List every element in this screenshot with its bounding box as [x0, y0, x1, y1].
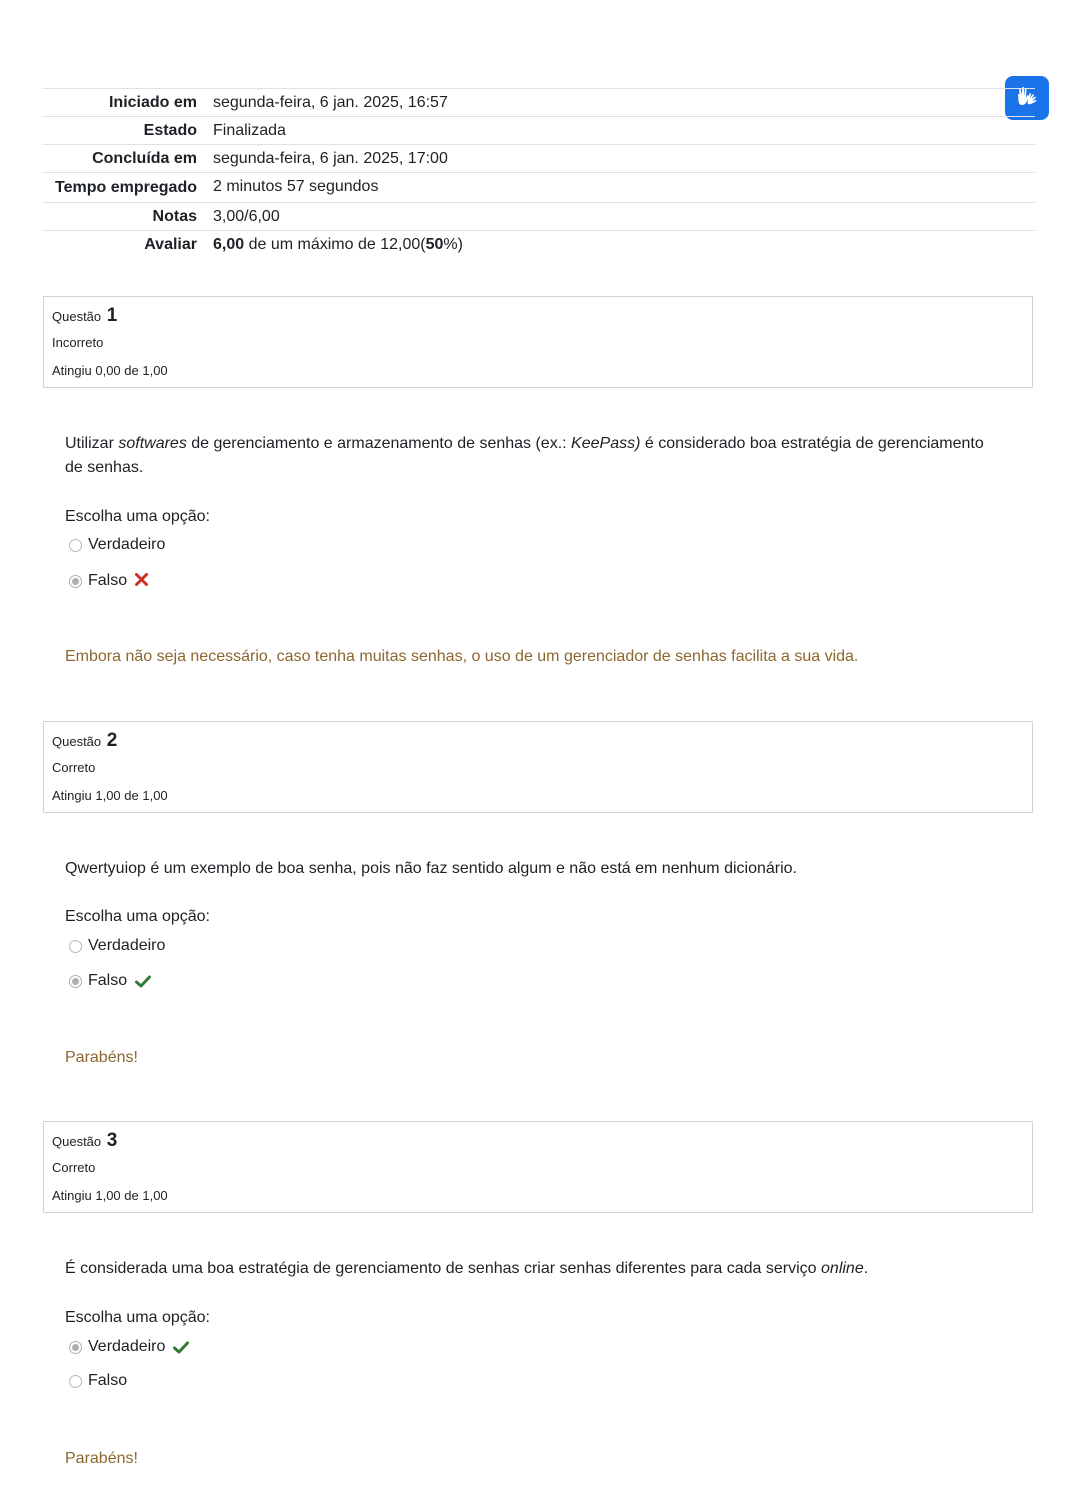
text-part-italic: softwares	[118, 435, 187, 452]
option-label: Falso	[88, 972, 128, 989]
summary-label: Iniciado em	[108, 94, 197, 111]
summary-label: Concluída em	[92, 150, 197, 167]
question-text-2	[65, 857, 995, 881]
text-part-italic: KeePass)	[571, 435, 641, 452]
option-label: Falso	[88, 1372, 128, 1389]
summary-label: Estado	[143, 122, 197, 139]
question-grade: Atingiu 1,00 de 1,00	[52, 788, 168, 803]
question-feedback: Embora não seja necessário, caso tenha muitas senhas, o uso de um gerenciador de senhas facilita a sua vida.	[65, 648, 859, 665]
summary-row-iniciado	[43, 89, 1035, 117]
summary-label: Tempo empregado	[55, 179, 197, 196]
question-number-value: 1	[106, 305, 118, 326]
answer-prompt: Escolha uma opção:	[65, 908, 210, 925]
question-number-value: 3	[106, 1130, 118, 1151]
attempt-summary-table	[43, 88, 1035, 258]
text-part: de gerenciamento e armazenamento de senhas (ex.:	[186, 435, 572, 452]
question-info-1	[43, 296, 1033, 388]
radio-button[interactable]	[69, 539, 82, 552]
summary-value: 3,00/6,00	[213, 208, 280, 225]
text-part: .	[863, 1260, 869, 1277]
check-icon	[135, 975, 151, 988]
radio-button-selected[interactable]	[69, 575, 82, 588]
summary-row-notas	[43, 203, 1035, 231]
summary-row-concluida	[43, 145, 1035, 173]
option-falso[interactable]	[69, 972, 151, 990]
question-number	[52, 730, 117, 752]
summary-value: segunda-feira, 6 jan. 2025, 17:00	[213, 150, 448, 167]
x-icon	[135, 571, 148, 591]
option-verdadeiro[interactable]	[69, 937, 165, 955]
summary-value	[213, 231, 1035, 259]
question-number	[52, 1130, 117, 1152]
summary-value: 2 minutos 57 segundos	[213, 178, 379, 195]
text-part: Utilizar	[65, 435, 119, 452]
summary-value: Finalizada	[213, 122, 286, 139]
grade-suffix: %)	[443, 236, 463, 253]
question-feedback: Parabéns!	[65, 1450, 138, 1467]
option-verdadeiro[interactable]	[69, 536, 165, 554]
grade-middle: de um máximo de 12,00(	[244, 236, 426, 253]
question-word: Questão	[52, 309, 102, 324]
option-verdadeiro[interactable]	[69, 1338, 189, 1356]
question-state: Correto	[52, 760, 96, 775]
summary-value: segunda-feira, 6 jan. 2025, 16:57	[213, 94, 448, 111]
question-word: Questão	[52, 1134, 102, 1149]
summary-row-estado	[43, 117, 1035, 145]
option-label: Verdadeiro	[88, 1338, 166, 1355]
question-state: Incorreto	[52, 335, 104, 350]
question-number	[52, 305, 117, 327]
summary-row-tempo	[43, 173, 1035, 203]
radio-button[interactable]	[69, 1375, 82, 1388]
question-info-2	[43, 721, 1033, 813]
answer-prompt: Escolha uma opção:	[65, 1309, 210, 1326]
option-falso[interactable]	[69, 571, 148, 591]
text-part: É considerada uma boa estratégia de gerenciamento de senhas criar senhas diferentes para cada serviço	[65, 1260, 822, 1277]
summary-label: Notas	[152, 208, 197, 225]
answer-prompt: Escolha uma opção:	[65, 508, 210, 525]
question-info-3	[43, 1121, 1033, 1213]
option-label: Verdadeiro	[88, 536, 166, 553]
question-feedback: Parabéns!	[65, 1049, 138, 1066]
radio-button-selected[interactable]	[69, 975, 82, 988]
question-number-value: 2	[106, 730, 118, 751]
option-label: Falso	[88, 572, 128, 589]
check-icon	[173, 1341, 189, 1354]
text-part-italic: online	[821, 1260, 864, 1277]
text-part: Qwertyuiop é um exemplo de boa senha, pois não faz sentido algum e não está em nenhum dicionário.	[65, 860, 797, 877]
grade-percent: 50	[425, 236, 444, 253]
radio-button[interactable]	[69, 940, 82, 953]
option-falso[interactable]	[69, 1372, 127, 1390]
question-word: Questão	[52, 734, 102, 749]
grade-value: 6,00	[213, 236, 245, 253]
summary-label: Avaliar	[144, 236, 197, 253]
question-state: Correto	[52, 1160, 96, 1175]
question-text-1	[65, 432, 995, 480]
option-label: Verdadeiro	[88, 937, 166, 954]
question-grade: Atingiu 1,00 de 1,00	[52, 1188, 168, 1203]
summary-row-avaliar	[43, 231, 1035, 259]
question-grade: Atingiu 0,00 de 1,00	[52, 363, 168, 378]
radio-button-selected[interactable]	[69, 1341, 82, 1354]
text-part: é considerado boa estratégia de gerenciamento de senhas.	[65, 435, 984, 476]
question-text-3	[65, 1257, 995, 1281]
